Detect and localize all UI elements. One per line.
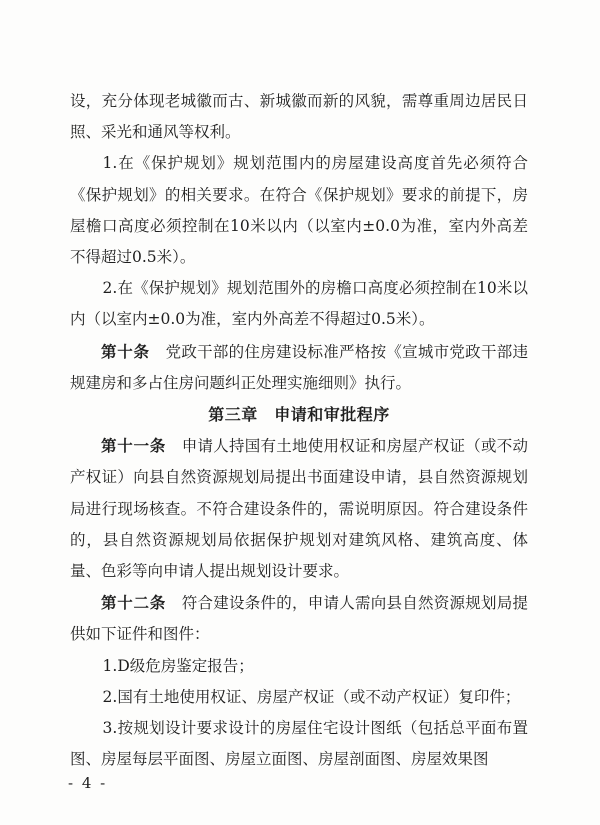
page-number: - 4 - (68, 774, 108, 792)
article-11-label: 第十一条 (101, 436, 166, 456)
article-12-label: 第十二条 (101, 593, 166, 613)
article-10-label: 第十条 (101, 341, 150, 361)
paragraph-intro: 设，充分体现老城徽而古、新城徽而新的风貌，需尊重周边居民日照、采光和通风等权利。 (70, 92, 528, 142)
article-12 (70, 587, 528, 650)
article-11 (70, 430, 528, 587)
article-10-text: 党政干部的住房建设标准严格按《宣城市党政干部违规建房和多占住房问题纠正处理实施细则》执行。 (70, 342, 528, 392)
article-12-text: 符合建设条件的，申请人需向县自然资源规划局提供如下证件和图件： (70, 594, 528, 644)
article-11-text: 申请人持国有土地使用权证和房屋产权证（或不动产权证）向县自然资源规划局提出书面建设申请，县自然资源规划局进行现场核查。不符合建设条件的，需说明原因。符合建设条件的，县自然资源规划局依据保护规划对建筑风格、建筑高度、体量、色彩等向申请人提出规划设计要求。 (70, 437, 528, 581)
list-item-height-inside: 1.在《保护规划》规划范围内的房屋建设高度首先必须符合《保护规划》的相关要求。在符合《保护规划》要求的前提下，房屋檐口高度必须控制在10米以内（以室内±0.0为准，室内外高差不得超过0.5米）。 (70, 154, 528, 267)
chapter-title: 第三章 申请和审批程序 (208, 405, 390, 425)
list-item-appraisal-report: 1.D级危房鉴定报告； (102, 656, 254, 675)
list-item-design-drawings: 3.按规划设计要求设计的房屋住宅设计图纸（包括总平面布置图、房屋每层平面图、房屋立面图、房屋剖面图、房屋效果图 (70, 719, 528, 769)
document-body (70, 86, 528, 775)
article-10 (70, 336, 528, 399)
list-item-certificates: 2.国有土地使用权证、房屋产权证（或不动产权证）复印件； (102, 687, 521, 706)
list-item-height-outside: 2.在《保护规划》规划范围外的房檐口高度必须控制在10米以内（以室内±0.0为准，室内外高差不得超过0.5米）。 (70, 279, 528, 329)
